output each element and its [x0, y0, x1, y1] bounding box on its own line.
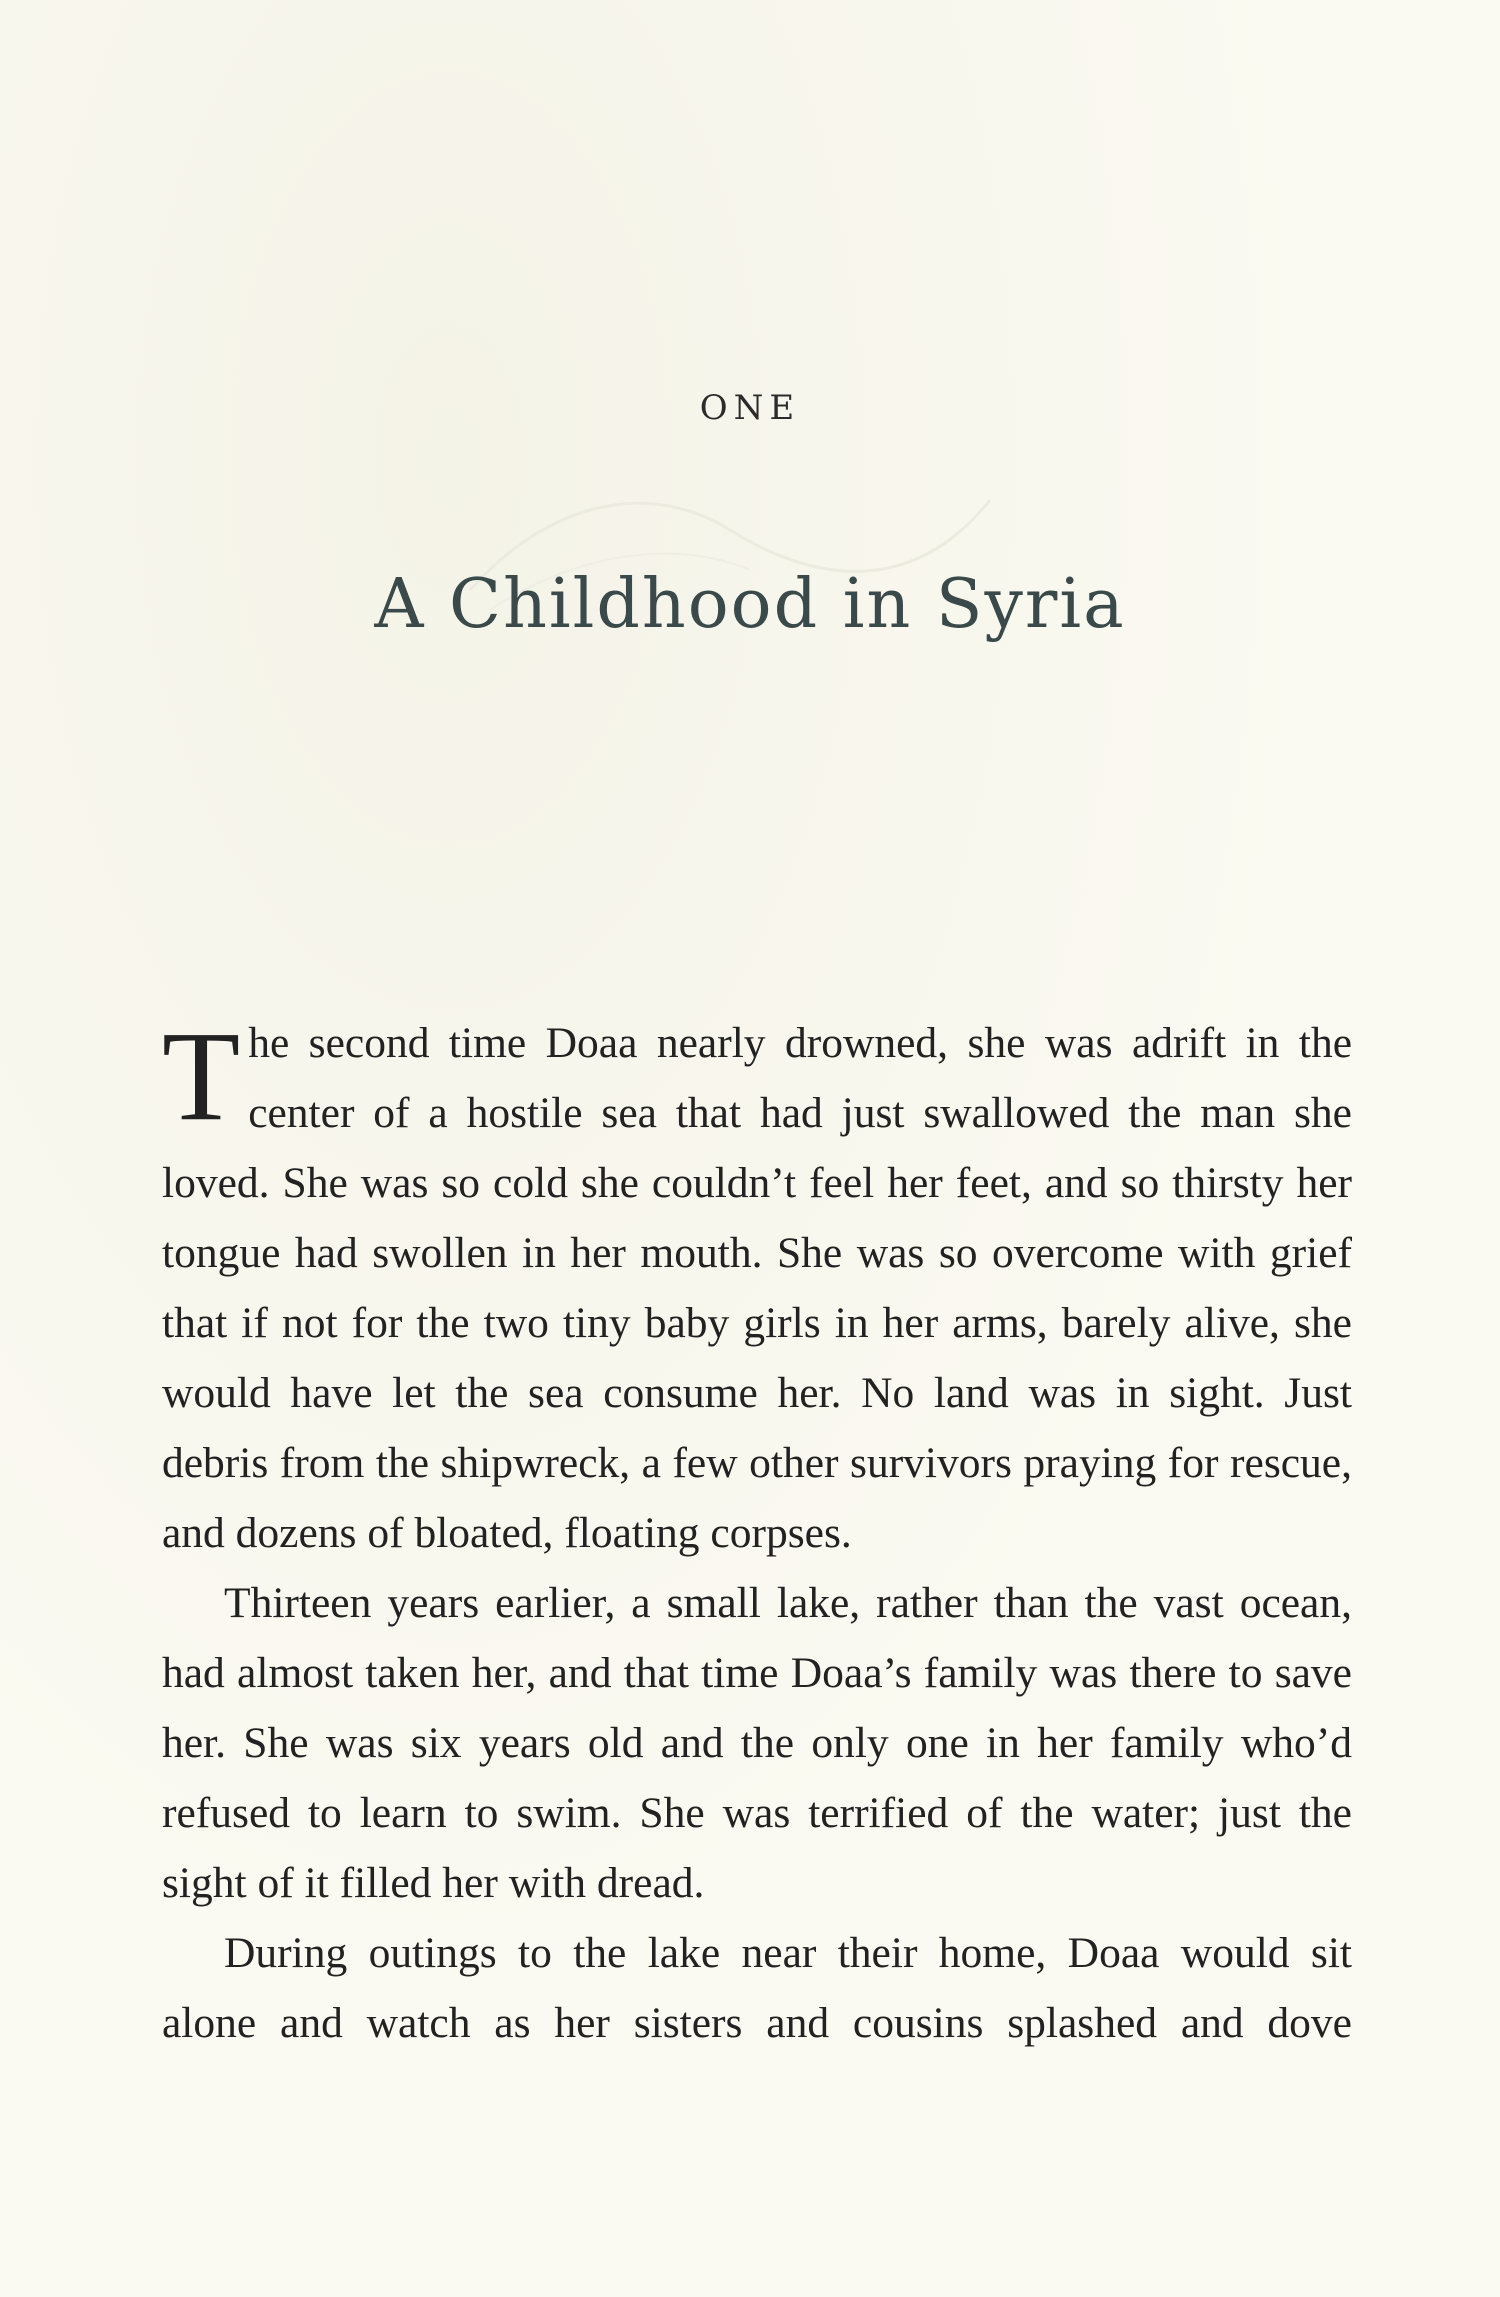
paragraph-3: During outings to the lake near their home, Doaa would sit alone and watch as her sisters and cousins splashed and dove [162, 1929, 1352, 2047]
chapter-body [162, 1005, 1352, 2058]
paragraph-1-text: he second time Doaa nearly drowned, she was adrift in the center of a hostile sea that had just swallowed the man she loved. She was so cold she couldn’t feel her feet, and so thirsty her tongue had swollen in her mouth. She was so overcome with grief that if not for the two tiny baby girls in her arms, barely alive, she would have let the sea consume her. No land was in sight. Just debris from the shipwreck, a few other survivors praying for rescue, and dozens of bloated, floating corpses. [162, 1019, 1352, 1557]
chapter-number: ONE [699, 388, 801, 428]
drop-cap: T [162, 1005, 241, 1147]
paragraph-1 [162, 1005, 1352, 1568]
paragraph-2: Thirteen years earlier, a small lake, rather than the vast ocean, had almost taken her, and that time Doaa’s family was there to save her. She was six years old and the only one in her family who’d refused to learn to swim. She was terrified of the water; just the sight of it filled her with dread. [162, 1579, 1352, 1907]
chapter-title: A Childhood in Syria [374, 565, 1126, 644]
